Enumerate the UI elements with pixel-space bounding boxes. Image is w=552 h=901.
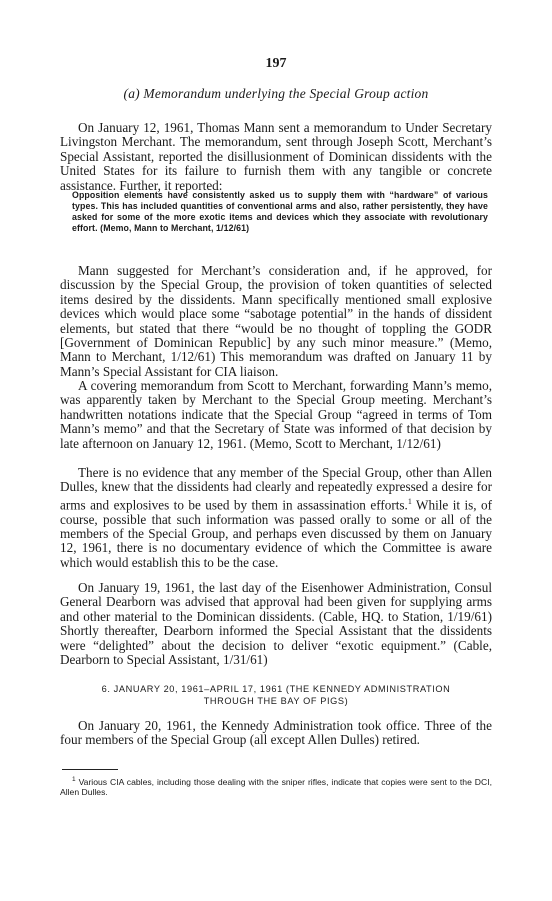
footnote-divider — [62, 769, 118, 770]
footnote-reference: 1 — [407, 496, 412, 506]
footnote — [60, 775, 492, 798]
footnote-text: Various CIA cables, including those dealing with the sniper rifles, indicate that copies were sent to the DCI, Allen Dulles. — [60, 776, 492, 798]
paragraph-dearborn: On January 19, 1961, the last day of the Eisenhower Administration, Consul General Dearborn was advised that approval had been given for supplying arms and other material to the Dominican dissidents. (Cable, HQ. to Station, 1/19/61) Shortly thereafter, Dearborn informed the Special Assistant that the dissidents were “delighted” about the decision to deliver “exotic equipment.” (Cable, Dearborn to Special Assistant, 1/31/61) — [60, 580, 492, 668]
paragraph-text: While it is, of course, possible that such information was passed orally to some or all of the members of the Special Group, and perhaps even discussed by them on January 12, 1961, there is no documentary evidence of which the Committee is aware which would establish this to be the case. — [60, 497, 492, 570]
paragraph-kennedy: On January 20, 1961, the Kennedy Administration took office. Three of the four members of the Special Group (all except Allen Dulles) retired. — [60, 718, 492, 748]
paragraph-mann-memo: On January 12, 1961, Thomas Mann sent a memorandum to Under Secretary Livingston Merchant. The memorandum, sent through Joseph Scott, Merchant’s Special Assistant, reported the disillusionment of Dominican dissidents with the United States for its failure to furnish them with any tangible or concrete assistance. Further, it reported: — [60, 120, 492, 193]
block-quote: Opposition elements have consistently asked us to supply them with “hardware” of various types. This has included quantities of conventional arms and also, rather persistently, they have asked for some of the more exotic items and devices which they associate with revolutionary effort. (Memo, Mann to Merchant, 1/12/61) — [72, 190, 488, 233]
paragraph-covering-memo: A covering memorandum from Scott to Merchant, forwarding Mann’s memo, was apparently taken by Merchant to the Special Group meeting. Merchant’s handwritten notations indicate that the Special Group “agreed in terms of Tom Mann’s memo” and that the Secretary of State was informed of that decision by late afternoon on January 12, 1961. (Memo, Scott to Merchant, 1/12/61) — [60, 378, 492, 451]
section-heading-line: THROUGH THE BAY OF PIGS) — [203, 696, 349, 706]
page-number: 197 — [265, 56, 287, 71]
section-heading-line: 6. JANUARY 20, 1961–APRIL 17, 1961 (THE KENNEDY ADMINISTRATION — [101, 684, 451, 694]
paragraph-mann-suggestion: Mann suggested for Merchant’s consideration and, if he approved, for discussion by the Special Group, the provision of token quantities of selected items desired by the dissidents. Mann specifically mentioned small explosive devices which would place some “sabotage potential” in the hands of dissident elements, but stated that there “would be no thought of toppling the GODR [Government of Dominican Republic] by any such minor measure.” (Memo, Mann to Merchant, 1/12/61) This memorandum was drafted on January 11 by Mann’s Special Assistant for CIA liaison. — [60, 263, 492, 379]
paragraph-no-evidence — [60, 466, 492, 570]
subsection-heading: (a) Memorandum underlying the Special Group action — [123, 86, 429, 101]
paragraph-text: There is no evidence that any member of the Special Group, other than Allen Dulles, knew that the dissidents had clearly and repeatedly expressed a desire for arms and explosives to be used by them in assassination efforts. — [60, 465, 492, 513]
section-heading — [60, 683, 492, 707]
footnote-marker: 1 — [72, 776, 76, 783]
